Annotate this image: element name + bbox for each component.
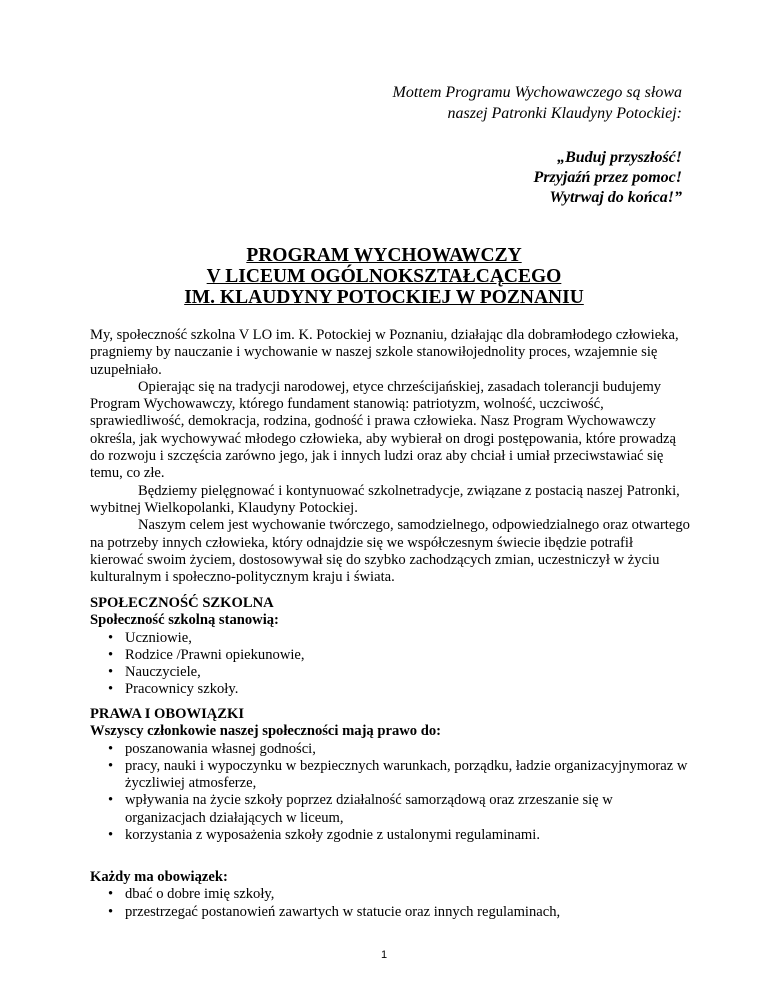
list-item: • Uczniowie, xyxy=(90,630,710,647)
section-subheading: Społeczność szkolną stanowią: xyxy=(90,612,279,629)
list-item: • Pracownicy szkoły. xyxy=(90,681,710,698)
community-list xyxy=(90,630,710,699)
rights-section xyxy=(90,706,690,844)
motto-quote xyxy=(534,148,682,208)
section-heading: PRAWA I OBOWIĄZKI xyxy=(90,706,245,722)
intro-paragraph: Naszym celem jest wychowanie twórczego, samodzielnego, odpowiedzialnego oraz otwartego na potrzeby innych człowieka, który odnajdzie się we współczesnym świecie ibędzie potrafił kierować swoim życiem, dostosowywał się do szybko zachodzących zmian, uczestniczył w życiu kulturalnym i społeczno-politycznym kraju i świata. xyxy=(90,517,690,586)
document-title xyxy=(0,245,768,308)
rights-list xyxy=(90,741,690,845)
motto-line: naszej Patronki Klaudyny Potockiej: xyxy=(447,105,682,122)
section-heading: SPOŁECZNOŚĆ SZKOLNA xyxy=(90,595,274,611)
list-item: • przestrzegać postanowień zawartych w statucie oraz innych regulaminach, xyxy=(90,904,710,921)
title-line: PROGRAM WYCHOWAWCZY xyxy=(246,245,522,266)
quote-line: Wytrwaj do końca!” xyxy=(549,189,682,206)
intro-paragraph: Będziemy pielęgnować i kontynuować szkolnetradycje, związane z postacią naszej Patronki, wybitnej Wielkopolanki, Klaudyny Potockiej. xyxy=(90,482,680,516)
list-item: • korzystania z wyposażenia szkoły zgodnie z ustalonymi regulaminami. xyxy=(90,827,690,844)
list-item: • Rodzice /Prawni opiekunowie, xyxy=(90,647,710,664)
title-line: V LICEUM OGÓLNOKSZTAŁCĄCEGO xyxy=(206,266,562,287)
list-item: • pracy, nauki i wypoczynku w bezpiecznych warunkach, porządku, ładzie organizacyjnymoraz w życzliwiej atmosferze, xyxy=(90,758,690,793)
duties-section xyxy=(90,869,710,921)
section-subheading: Wszyscy członkowie naszej społeczności mają prawo do: xyxy=(90,723,442,740)
intro-text xyxy=(90,327,690,586)
quote-line: Przyjaźń przez pomoc! xyxy=(533,169,682,186)
community-section xyxy=(90,595,710,699)
section-subheading: Każdy ma obowiązek: xyxy=(90,869,228,885)
duties-list xyxy=(90,886,710,921)
title-line: IM. KLAUDYNY POTOCKIEJ W POZNANIU xyxy=(184,287,584,308)
page-number: 1 xyxy=(380,949,388,961)
motto-intro xyxy=(393,82,682,124)
list-item: • poszanowania własnej godności, xyxy=(90,741,690,758)
quote-line: „Buduj przyszłość! xyxy=(557,149,682,166)
intro-paragraph: My, społeczność szkolna V LO im. K. Potockiej w Poznaniu, działając dla dobramłodego człowieka, pragniemy by nauczanie i wychowanie w naszej szkole stanowiłojednolity proces, wzajemnie się uzupełniało. xyxy=(90,327,679,378)
list-item: • Nauczyciele, xyxy=(90,664,710,681)
intro-paragraph: Opierając się na tradycji narodowej, etyce chrześcijańskiej, zasadach tolerancji budujemy Program Wychowawczy, którego fundament stanowią: patriotyzm, wolność, uczciwość, sprawiedliwość, demokracja, rodzina, godność i prawa człowieka. Nasz Program Wychowawczy określa, jak wychowywać młodego człowieka, aby wybierał on drogi postępowania, które prowadzą do rozwoju i szczęścia zarówno jego, jak i innych ludzi oraz aby chciał i umiał przeciwstawiać się temu, co złe. xyxy=(90,378,676,482)
motto-line: Mottem Programu Wychowawczego są słowa xyxy=(392,84,682,101)
list-item: • wpływania na życie szkoły poprzez działalność samorządową oraz zrzeszanie się w organizacjach działających w liceum, xyxy=(90,792,690,827)
list-item: • dbać o dobre imię szkoły, xyxy=(90,886,710,903)
